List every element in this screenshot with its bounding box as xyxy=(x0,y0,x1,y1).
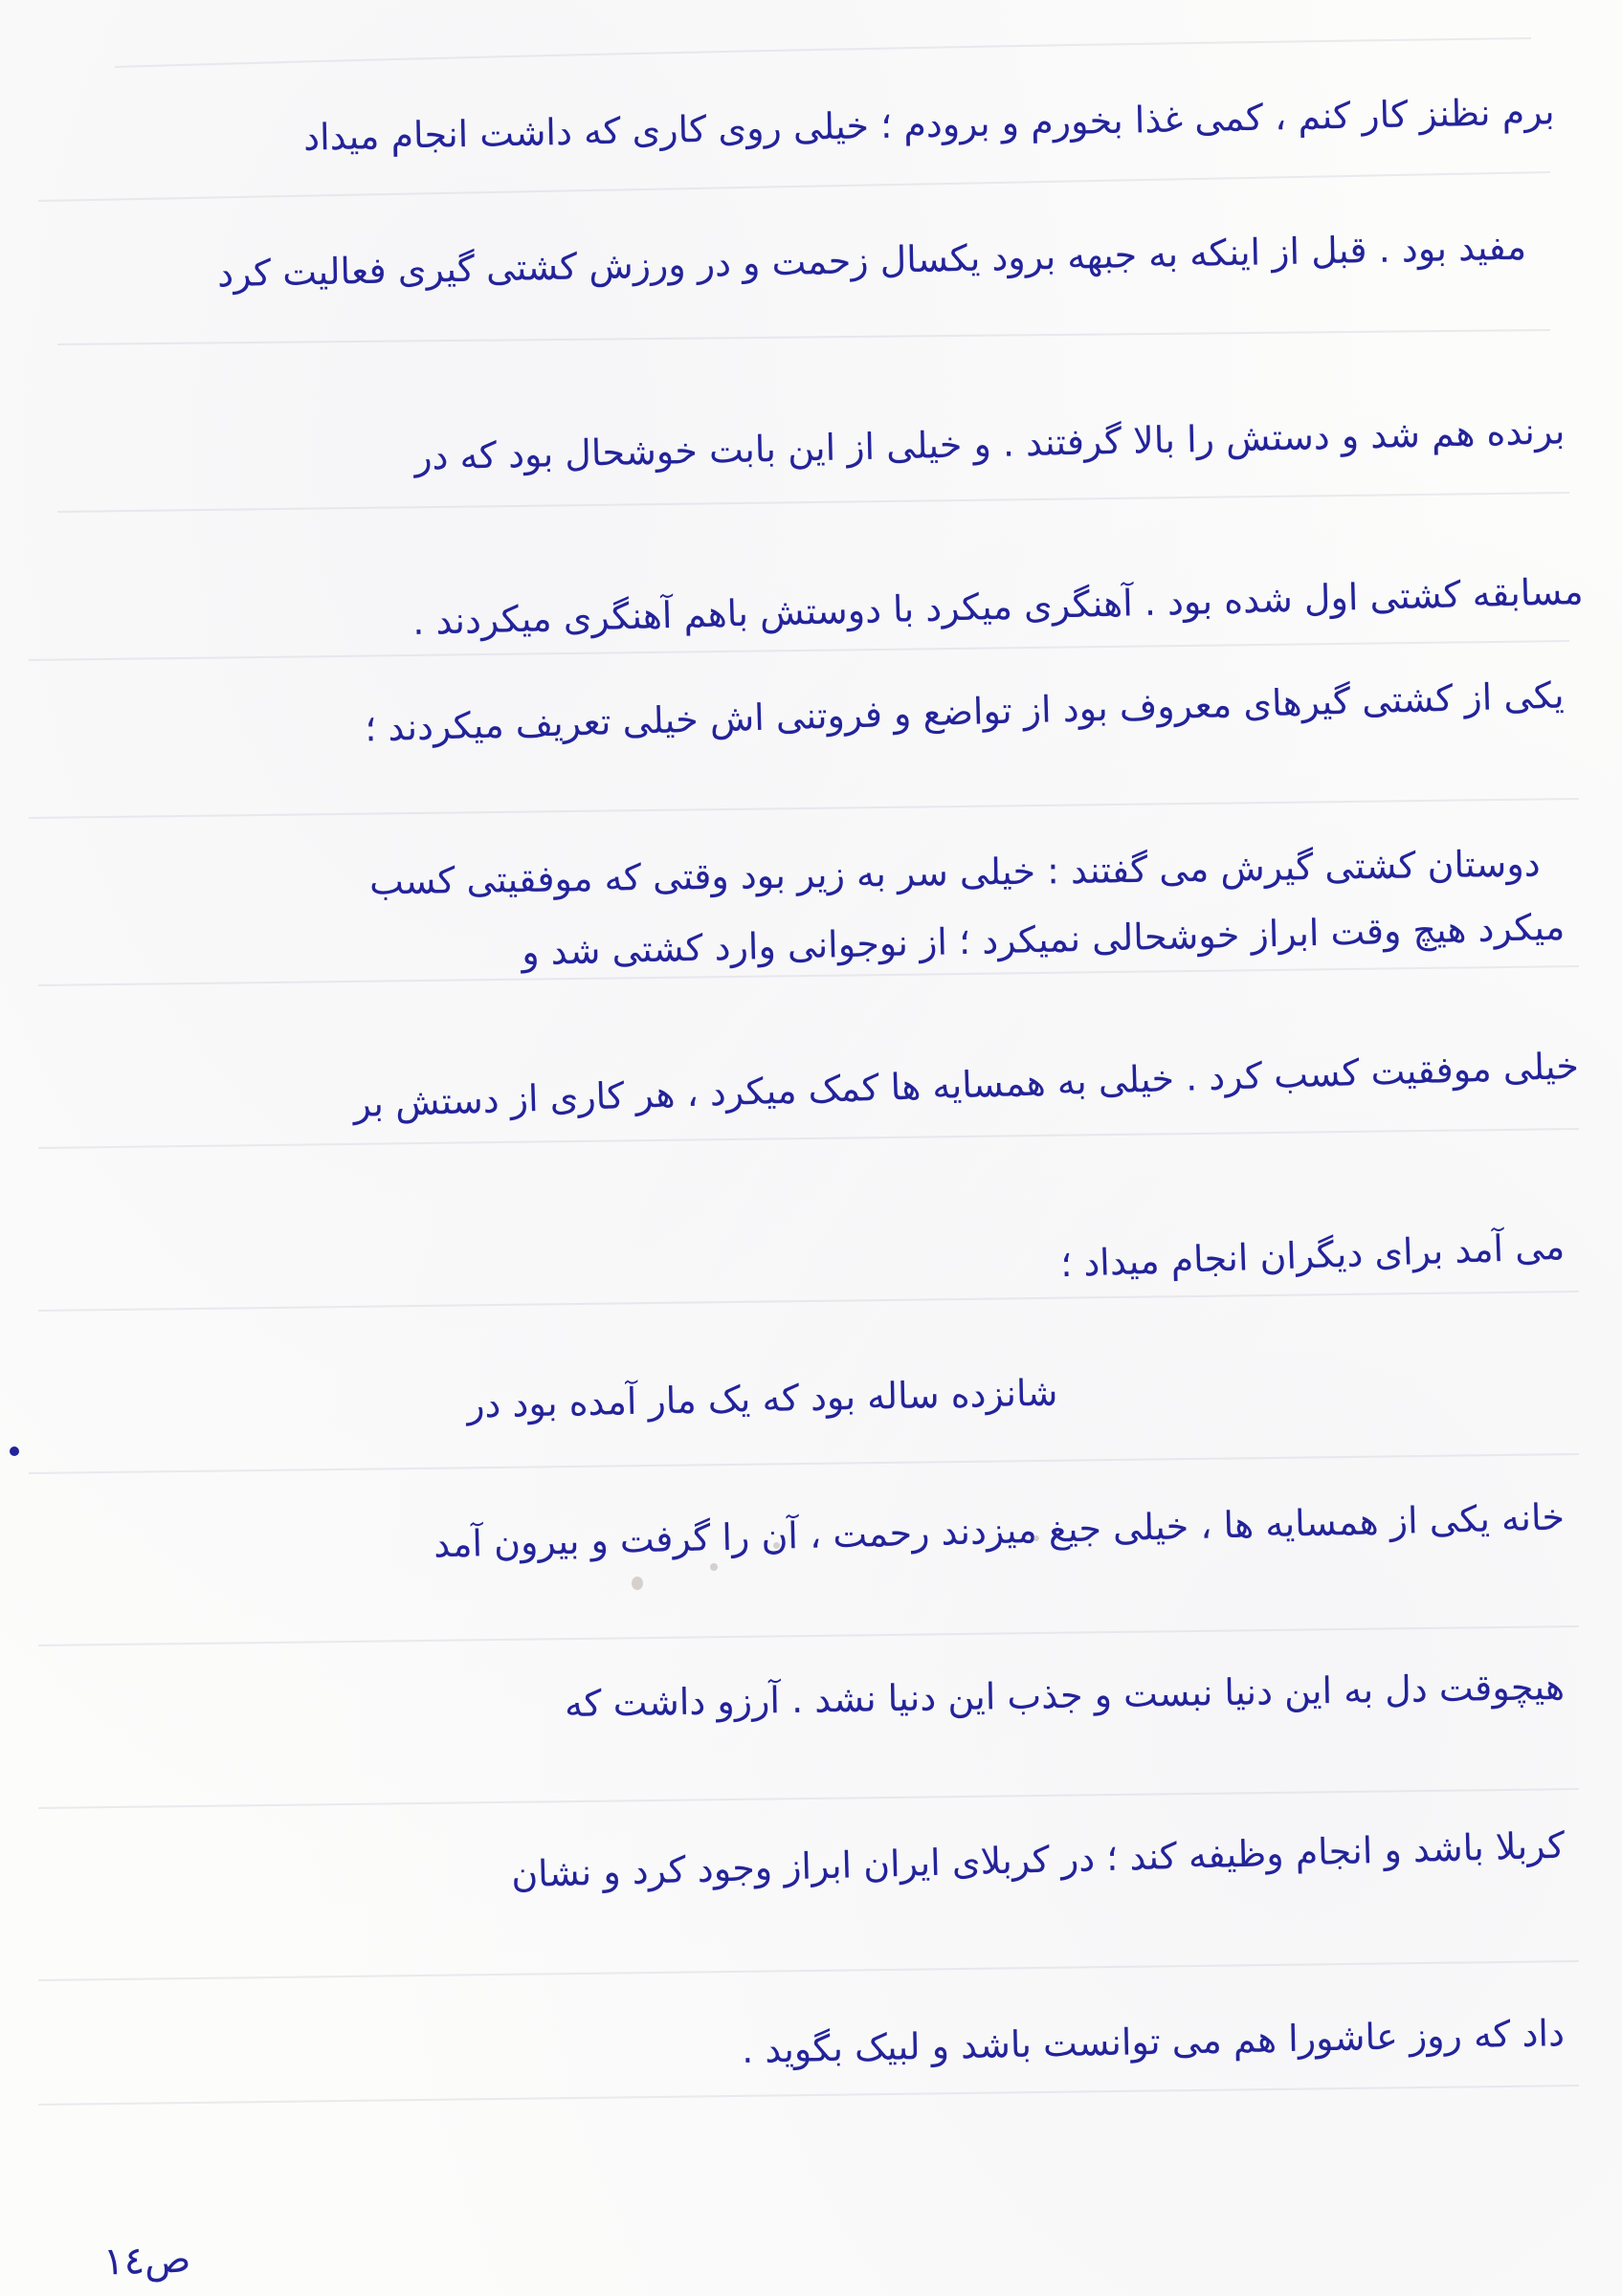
handwritten-line: خیلی موفقیت کسب کرد . خیلی به همسایه ها کمک میکرد ، هر کاری از دستش بر xyxy=(352,1044,1580,1126)
page-number: ص١٤ xyxy=(102,2237,192,2285)
handwritten-line: میکرد هیچ وقت ابراز خوشحالی نمیکرد ؛ از نوجوانی وارد کشتی شد و xyxy=(521,905,1566,974)
margin-dot-mark xyxy=(10,1446,19,1456)
handwritten-line: یکی از کشتی گیرهای معروف بود از تواضع و فروتنی اش خیلی تعریف میکردند ؛ xyxy=(364,673,1566,750)
handwritten-line: هیچوقت دل به این دنیا نبست و جذب این دنیا نشد . آرزو داشت که xyxy=(564,1665,1566,1726)
handwritten-line: می آمد برای دیگران انجام میداد ؛ xyxy=(1059,1225,1566,1286)
handwritten-line: خانه یکی از همسایه ها ، خیلی جیغ میزدند رحمت ، آن را گرفت و بیرون آمد xyxy=(433,1495,1566,1566)
handwritten-line: کربلا باشد و انجام وظیفه کند ؛ در کربلای ایران ابراز وجود کرد و نشان xyxy=(510,1823,1566,1896)
handwritten-line: دوستان کشتی گیرش می گفتند : خیلی سر به زیر بود وقتی که موفقیتی کسب xyxy=(369,842,1542,903)
handwritten-line: داد که روز عاشورا هم می توانست باشد و لبیک بگوید . xyxy=(741,2012,1566,2071)
handwritten-line: برم نظنز کار کنم ، کمی غذا بخورم و برودم ؛ خیلی روی کاری که داشت انجام میداد xyxy=(302,90,1556,159)
handwritten-line: مفید بود . قبل از اینکه به جبهه برود یکسال زحمت و در ورزش کشتی گیری فعالیت کرد xyxy=(216,225,1527,296)
handwritten-line: شانزده ساله بود که یک مار آمده بود در xyxy=(466,1371,1058,1426)
handwritten-line: مسابقه کشتی اول شده بود . آهنگری میکرد با دوستش باهم آهنگری میکردند . xyxy=(411,569,1585,644)
handwritten-line: برنده هم شد و دستش را بالا گرفتند . و خیلی از این بابت خوشحال بود که در xyxy=(413,409,1566,478)
